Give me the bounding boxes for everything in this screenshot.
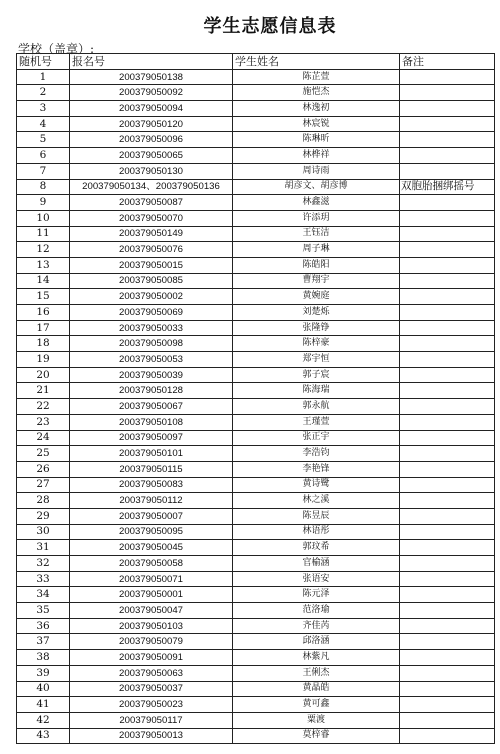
random-no-cell: 31 bbox=[17, 540, 70, 556]
random-no-cell: 23 bbox=[17, 414, 70, 430]
student-name-cell: 王俐杰 bbox=[233, 665, 400, 681]
registration-no-cell: 200379050045 bbox=[70, 540, 233, 556]
student-name-cell: 陈芷萱 bbox=[233, 69, 400, 85]
table-row bbox=[17, 195, 495, 211]
registration-no-cell: 200379050067 bbox=[70, 399, 233, 415]
student-name-cell: 曹翔宇 bbox=[233, 273, 400, 289]
random-no-cell: 3 bbox=[17, 101, 70, 117]
random-no-cell: 27 bbox=[17, 477, 70, 493]
student-name-cell: 陈琳昕 bbox=[233, 132, 400, 148]
remarks-cell bbox=[400, 556, 495, 572]
registration-no-cell: 200379050096 bbox=[70, 132, 233, 148]
registration-no-cell: 200379050002 bbox=[70, 289, 233, 305]
student-name-cell: 林逸初 bbox=[233, 101, 400, 117]
registration-no-cell: 200379050070 bbox=[70, 210, 233, 226]
student-name-cell: 张隆铮 bbox=[233, 320, 400, 336]
remarks-cell bbox=[400, 697, 495, 713]
table-row bbox=[17, 69, 495, 85]
registration-no-cell: 200379050033 bbox=[70, 320, 233, 336]
random-no-cell: 42 bbox=[17, 712, 70, 728]
student-name-cell: 李浩钧 bbox=[233, 446, 400, 462]
student-name-cell: 林桦祥 bbox=[233, 148, 400, 164]
remarks-cell bbox=[400, 399, 495, 415]
student-name-cell: 陈昱辰 bbox=[233, 508, 400, 524]
random-no-cell: 24 bbox=[17, 430, 70, 446]
random-no-cell: 12 bbox=[17, 242, 70, 258]
table-row bbox=[17, 587, 495, 603]
random-no-cell: 38 bbox=[17, 650, 70, 666]
remarks-cell bbox=[400, 650, 495, 666]
student-name-cell: 张正宇 bbox=[233, 430, 400, 446]
random-no-cell: 29 bbox=[17, 508, 70, 524]
remarks-cell bbox=[400, 493, 495, 509]
student-name-cell: 许添玥 bbox=[233, 210, 400, 226]
registration-no-cell: 200379050023 bbox=[70, 697, 233, 713]
student-table bbox=[16, 53, 495, 744]
student-name-cell: 林宸锐 bbox=[233, 116, 400, 132]
registration-no-cell: 200379050007 bbox=[70, 508, 233, 524]
header-registration-no: 报名号 bbox=[70, 54, 233, 70]
table-row bbox=[17, 101, 495, 117]
registration-no-cell: 200379050037 bbox=[70, 681, 233, 697]
student-name-cell: 胡彦文、胡彦博 bbox=[233, 179, 400, 195]
random-no-cell: 41 bbox=[17, 697, 70, 713]
table-row bbox=[17, 728, 495, 744]
remarks-cell bbox=[400, 571, 495, 587]
random-no-cell: 20 bbox=[17, 367, 70, 383]
random-no-cell: 10 bbox=[17, 210, 70, 226]
table-row bbox=[17, 226, 495, 242]
registration-no-cell: 200379050120 bbox=[70, 116, 233, 132]
random-no-cell: 43 bbox=[17, 728, 70, 744]
table-row bbox=[17, 665, 495, 681]
remarks-cell bbox=[400, 728, 495, 744]
table-row bbox=[17, 697, 495, 713]
table-row bbox=[17, 446, 495, 462]
remarks-cell bbox=[400, 367, 495, 383]
remarks-cell bbox=[400, 618, 495, 634]
header-student-name: 学生姓名 bbox=[233, 54, 400, 70]
remarks-cell bbox=[400, 148, 495, 164]
student-name-cell: 施恺杰 bbox=[233, 85, 400, 101]
remarks-cell bbox=[400, 477, 495, 493]
registration-no-cell: 200379050094 bbox=[70, 101, 233, 117]
student-name-cell: 邱洛涵 bbox=[233, 634, 400, 650]
table-row bbox=[17, 242, 495, 258]
student-name-cell: 陈梓豪 bbox=[233, 336, 400, 352]
registration-no-cell: 200379050108 bbox=[70, 414, 233, 430]
table-row bbox=[17, 712, 495, 728]
table-row bbox=[17, 618, 495, 634]
table-row bbox=[17, 257, 495, 273]
table-row bbox=[17, 352, 495, 368]
registration-no-cell: 200379050149 bbox=[70, 226, 233, 242]
random-no-cell: 40 bbox=[17, 681, 70, 697]
table-row bbox=[17, 210, 495, 226]
student-name-cell: 黄婉庭 bbox=[233, 289, 400, 305]
student-name-cell: 林之溪 bbox=[233, 493, 400, 509]
random-no-cell: 37 bbox=[17, 634, 70, 650]
student-name-cell: 黄可鑫 bbox=[233, 697, 400, 713]
random-no-cell: 14 bbox=[17, 273, 70, 289]
random-no-cell: 5 bbox=[17, 132, 70, 148]
student-name-cell: 黄晶皓 bbox=[233, 681, 400, 697]
registration-no-cell: 200379050092 bbox=[70, 85, 233, 101]
registration-no-cell: 200379050063 bbox=[70, 665, 233, 681]
student-name-cell: 郭玟希 bbox=[233, 540, 400, 556]
student-name-cell: 周子琳 bbox=[233, 242, 400, 258]
remarks-cell bbox=[400, 69, 495, 85]
random-no-cell: 26 bbox=[17, 461, 70, 477]
registration-no-cell: 200379050130 bbox=[70, 163, 233, 179]
random-no-cell: 33 bbox=[17, 571, 70, 587]
table-row bbox=[17, 493, 495, 509]
remarks-cell bbox=[400, 101, 495, 117]
remarks-cell bbox=[400, 336, 495, 352]
student-name-cell: 刘楚烁 bbox=[233, 305, 400, 321]
table-row bbox=[17, 163, 495, 179]
table-row bbox=[17, 116, 495, 132]
registration-no-cell: 200379050076 bbox=[70, 242, 233, 258]
random-no-cell: 11 bbox=[17, 226, 70, 242]
random-no-cell: 7 bbox=[17, 163, 70, 179]
remarks-cell bbox=[400, 383, 495, 399]
remarks-cell bbox=[400, 210, 495, 226]
student-name-cell: 郭永航 bbox=[233, 399, 400, 415]
random-no-cell: 13 bbox=[17, 257, 70, 273]
student-name-cell: 周诗雨 bbox=[233, 163, 400, 179]
remarks-cell bbox=[400, 446, 495, 462]
student-name-cell: 官榆涵 bbox=[233, 556, 400, 572]
registration-no-cell: 200379050091 bbox=[70, 650, 233, 666]
remarks-cell bbox=[400, 257, 495, 273]
table-row bbox=[17, 289, 495, 305]
random-no-cell: 16 bbox=[17, 305, 70, 321]
table-row bbox=[17, 571, 495, 587]
random-no-cell: 32 bbox=[17, 556, 70, 572]
remarks-cell bbox=[400, 163, 495, 179]
table-row bbox=[17, 430, 495, 446]
table-row bbox=[17, 681, 495, 697]
random-no-cell: 15 bbox=[17, 289, 70, 305]
registration-no-cell: 200379050039 bbox=[70, 367, 233, 383]
student-name-cell: 林语彤 bbox=[233, 524, 400, 540]
student-name-cell: 粟渡 bbox=[233, 712, 400, 728]
random-no-cell: 4 bbox=[17, 116, 70, 132]
remarks-cell bbox=[400, 195, 495, 211]
remarks-cell: 双胞胎捆绑摇号 bbox=[400, 179, 495, 195]
table-row bbox=[17, 85, 495, 101]
random-no-cell: 1 bbox=[17, 69, 70, 85]
remarks-cell bbox=[400, 430, 495, 446]
registration-no-cell: 200379050053 bbox=[70, 352, 233, 368]
registration-no-cell: 200379050065 bbox=[70, 148, 233, 164]
page-title: 学生志愿信息表 bbox=[203, 16, 337, 37]
random-no-cell: 8 bbox=[17, 179, 70, 195]
random-no-cell: 9 bbox=[17, 195, 70, 211]
remarks-cell bbox=[400, 320, 495, 336]
table-row bbox=[17, 508, 495, 524]
remarks-cell bbox=[400, 681, 495, 697]
remarks-cell bbox=[400, 524, 495, 540]
table-row bbox=[17, 305, 495, 321]
random-no-cell: 25 bbox=[17, 446, 70, 462]
registration-no-cell: 200379050083 bbox=[70, 477, 233, 493]
remarks-cell bbox=[400, 273, 495, 289]
student-name-cell: 郭子宸 bbox=[233, 367, 400, 383]
student-name-cell: 李艳锋 bbox=[233, 461, 400, 477]
table-row bbox=[17, 603, 495, 619]
remarks-cell bbox=[400, 242, 495, 258]
registration-no-cell: 200379050085 bbox=[70, 273, 233, 289]
registration-no-cell: 200379050098 bbox=[70, 336, 233, 352]
remarks-cell bbox=[400, 305, 495, 321]
remarks-cell bbox=[400, 414, 495, 430]
remarks-cell bbox=[400, 665, 495, 681]
student-name-cell: 陈皓阳 bbox=[233, 257, 400, 273]
registration-no-cell: 200379050115 bbox=[70, 461, 233, 477]
table-row bbox=[17, 650, 495, 666]
remarks-cell bbox=[400, 116, 495, 132]
table-body bbox=[17, 69, 495, 744]
student-name-cell: 王钰洁 bbox=[233, 226, 400, 242]
registration-no-cell: 200379050015 bbox=[70, 257, 233, 273]
registration-no-cell: 200379050101 bbox=[70, 446, 233, 462]
registration-no-cell: 200379050079 bbox=[70, 634, 233, 650]
registration-no-cell: 200379050134、200379050136 bbox=[70, 179, 233, 195]
registration-no-cell: 200379050058 bbox=[70, 556, 233, 572]
registration-no-cell: 200379050138 bbox=[70, 69, 233, 85]
table-row bbox=[17, 320, 495, 336]
random-no-cell: 28 bbox=[17, 493, 70, 509]
table-row bbox=[17, 273, 495, 289]
random-no-cell: 17 bbox=[17, 320, 70, 336]
student-name-cell: 王瑾萱 bbox=[233, 414, 400, 430]
random-no-cell: 6 bbox=[17, 148, 70, 164]
table-row bbox=[17, 148, 495, 164]
remarks-cell bbox=[400, 508, 495, 524]
remarks-cell bbox=[400, 352, 495, 368]
table-row bbox=[17, 367, 495, 383]
registration-no-cell: 200379050069 bbox=[70, 305, 233, 321]
table-row bbox=[17, 179, 495, 195]
random-no-cell: 2 bbox=[17, 85, 70, 101]
remarks-cell bbox=[400, 461, 495, 477]
random-no-cell: 34 bbox=[17, 587, 70, 603]
registration-no-cell: 200379050103 bbox=[70, 618, 233, 634]
remarks-cell bbox=[400, 85, 495, 101]
student-name-cell: 莫梓睿 bbox=[233, 728, 400, 744]
remarks-cell bbox=[400, 634, 495, 650]
table-row bbox=[17, 383, 495, 399]
student-name-cell: 齐佳芮 bbox=[233, 618, 400, 634]
registration-no-cell: 200379050117 bbox=[70, 712, 233, 728]
random-no-cell: 22 bbox=[17, 399, 70, 415]
student-name-cell: 陈元泽 bbox=[233, 587, 400, 603]
random-no-cell: 35 bbox=[17, 603, 70, 619]
header-remarks: 备注 bbox=[400, 54, 495, 70]
student-name-cell: 郑宇恒 bbox=[233, 352, 400, 368]
student-name-cell: 范洛瑜 bbox=[233, 603, 400, 619]
student-name-cell: 黄诗鹭 bbox=[233, 477, 400, 493]
table-row bbox=[17, 414, 495, 430]
remarks-cell bbox=[400, 226, 495, 242]
student-name-cell: 陈海瑞 bbox=[233, 383, 400, 399]
table-row bbox=[17, 336, 495, 352]
random-no-cell: 19 bbox=[17, 352, 70, 368]
registration-no-cell: 200379050112 bbox=[70, 493, 233, 509]
school-stamp-label: 学校（盖章）: bbox=[18, 42, 95, 56]
registration-no-cell: 200379050047 bbox=[70, 603, 233, 619]
random-no-cell: 30 bbox=[17, 524, 70, 540]
random-no-cell: 36 bbox=[17, 618, 70, 634]
registration-no-cell: 200379050087 bbox=[70, 195, 233, 211]
header-random-no: 随机号 bbox=[17, 54, 70, 70]
random-no-cell: 21 bbox=[17, 383, 70, 399]
registration-no-cell: 200379050071 bbox=[70, 571, 233, 587]
remarks-cell bbox=[400, 540, 495, 556]
registration-no-cell: 200379050013 bbox=[70, 728, 233, 744]
registration-no-cell: 200379050001 bbox=[70, 587, 233, 603]
student-name-cell: 林紫凡 bbox=[233, 650, 400, 666]
random-no-cell: 18 bbox=[17, 336, 70, 352]
table-row bbox=[17, 556, 495, 572]
table-row bbox=[17, 540, 495, 556]
remarks-cell bbox=[400, 712, 495, 728]
registration-no-cell: 200379050095 bbox=[70, 524, 233, 540]
table-row bbox=[17, 399, 495, 415]
table-header-row bbox=[17, 54, 495, 70]
registration-no-cell: 200379050097 bbox=[70, 430, 233, 446]
table-row bbox=[17, 132, 495, 148]
table-row bbox=[17, 634, 495, 650]
table-row bbox=[17, 461, 495, 477]
registration-no-cell: 200379050128 bbox=[70, 383, 233, 399]
table-row bbox=[17, 477, 495, 493]
remarks-cell bbox=[400, 289, 495, 305]
remarks-cell bbox=[400, 132, 495, 148]
student-name-cell: 张语安 bbox=[233, 571, 400, 587]
remarks-cell bbox=[400, 603, 495, 619]
remarks-cell bbox=[400, 587, 495, 603]
student-name-cell: 林鑫滋 bbox=[233, 195, 400, 211]
random-no-cell: 39 bbox=[17, 665, 70, 681]
table-row bbox=[17, 524, 495, 540]
